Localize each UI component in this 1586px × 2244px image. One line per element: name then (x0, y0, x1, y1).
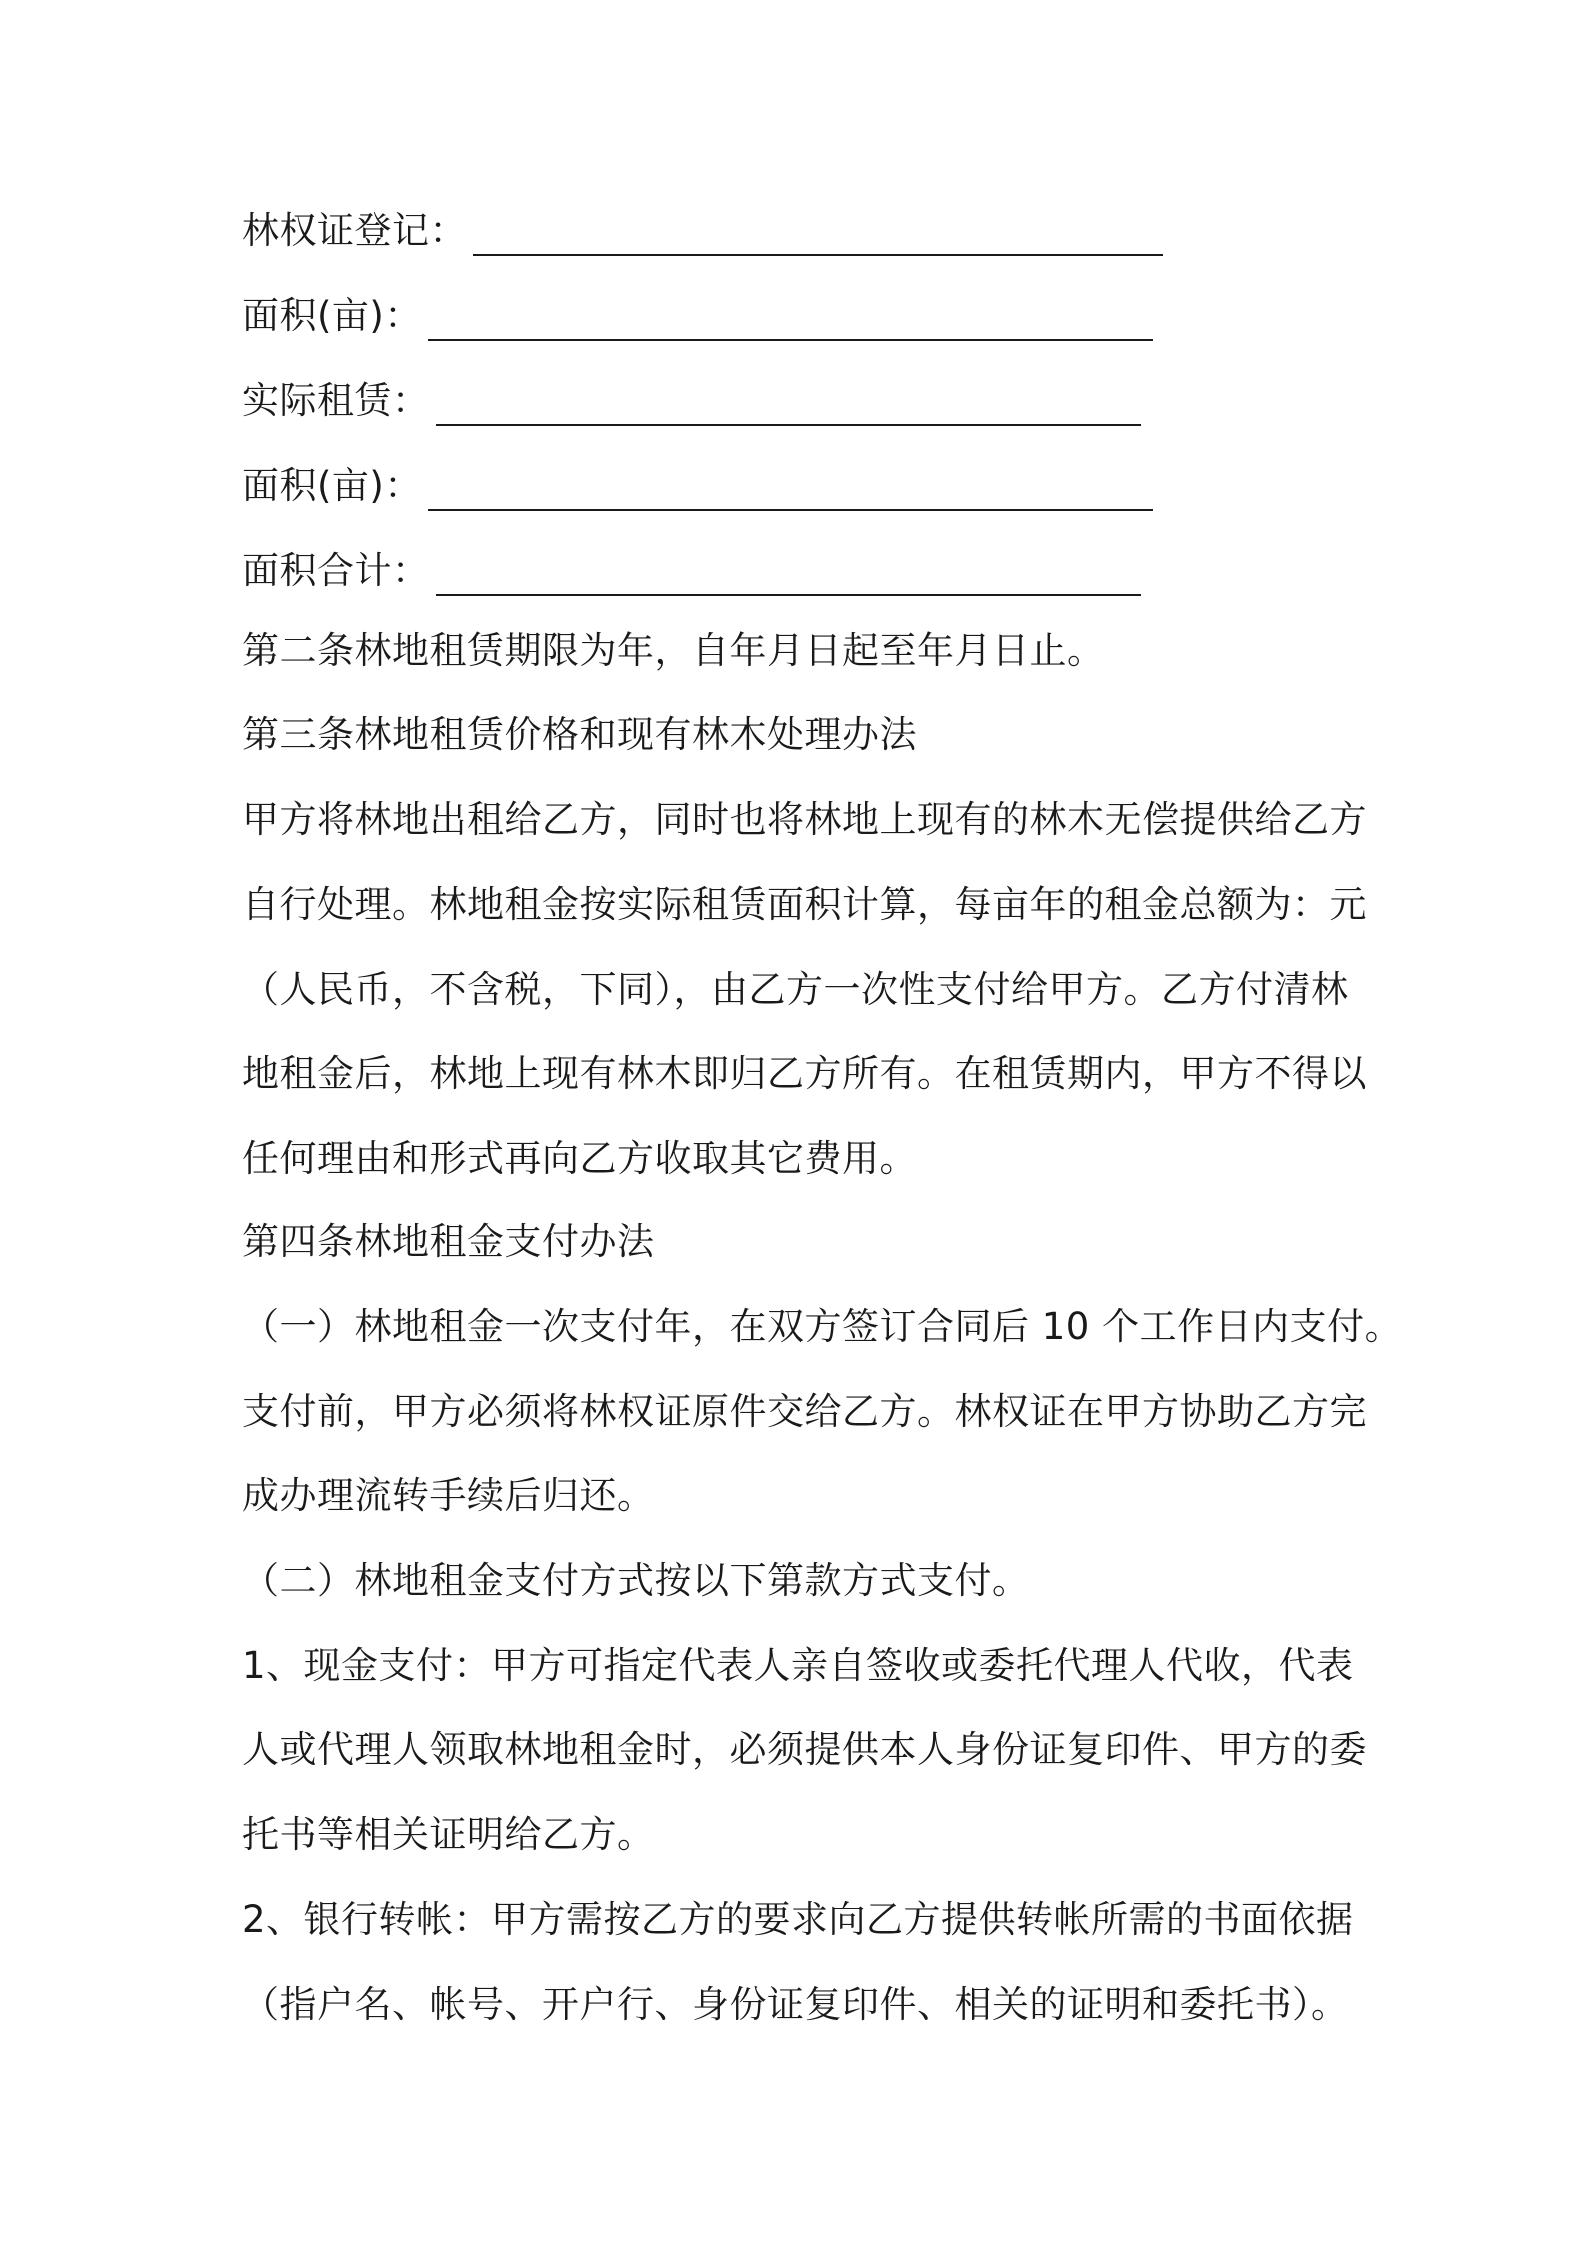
paragraph-line: 支付前，甲方必须将林权证原件交给乙方。林权证在甲方协助乙方完 (242, 1390, 1367, 1433)
paragraph-line: 1、现金支付：甲方可指定代表人亲自签收或委托代理人代收，代表 (242, 1644, 1354, 1687)
blank-line (428, 479, 1153, 511)
paragraph-line: 地租金后，林地上现有林木即归乙方所有。在租赁期内，甲方不得以 (242, 1052, 1367, 1095)
paragraph-line: （指户名、帐号、开户行、身份证复印件、相关的证明和委托书）。 (242, 1983, 1349, 2026)
blank-line (436, 564, 1141, 596)
blank-line (473, 224, 1163, 256)
field-area-total (242, 546, 1141, 596)
field-label: 面积(亩)： (242, 464, 422, 507)
field-label: 面积合计： (242, 549, 430, 592)
paragraph-line: 人或代理人领取林地租金时，必须提供本人身份证复印件、甲方的委 (242, 1728, 1367, 1771)
paragraph-line: 任何理由和形式再向乙方收取其它费用。 (242, 1137, 917, 1180)
field-label: 面积(亩)： (242, 294, 422, 337)
paragraph-line: 托书等相关证明给乙方。 (242, 1813, 655, 1856)
blank-line (428, 309, 1153, 341)
field-label: 林权证登记： (242, 209, 467, 252)
article-2-heading: 第二条林地租赁期限为年，自年月日起至年月日止。 (242, 629, 1105, 672)
paragraph-line: （一）林地租金一次支付年，在双方签订合同后 10 个工作日内支付。 (242, 1305, 1403, 1348)
field-area (242, 291, 1153, 341)
article-4-heading: 第四条林地租金支付办法 (242, 1220, 655, 1263)
article-3-heading: 第三条林地租赁价格和现有林木处理办法 (242, 713, 917, 756)
paragraph-line: 2、银行转帐：甲方需按乙方的要求向乙方提供转帐所需的书面依据 (242, 1898, 1354, 1941)
field-actual-lease (242, 376, 1141, 426)
blank-line (436, 394, 1141, 426)
paragraph-line: 自行处理。林地租金按实际租赁面积计算，每亩年的租金总额为：元 (242, 883, 1367, 926)
paragraph-line: （二）林地租金支付方式按以下第款方式支付。 (242, 1559, 1030, 1602)
field-area-2 (242, 461, 1153, 511)
paragraph-line: 甲方将林地出租给乙方，同时也将林地上现有的林木无偿提供给乙方 (242, 798, 1367, 841)
field-forest-certificate (242, 206, 1163, 256)
field-label: 实际租赁： (242, 379, 430, 422)
paragraph-line: （人民币，不含税，下同），由乙方一次性支付给甲方。乙方付清林 (242, 968, 1349, 1011)
paragraph-line: 成办理流转手续后归还。 (242, 1474, 655, 1517)
